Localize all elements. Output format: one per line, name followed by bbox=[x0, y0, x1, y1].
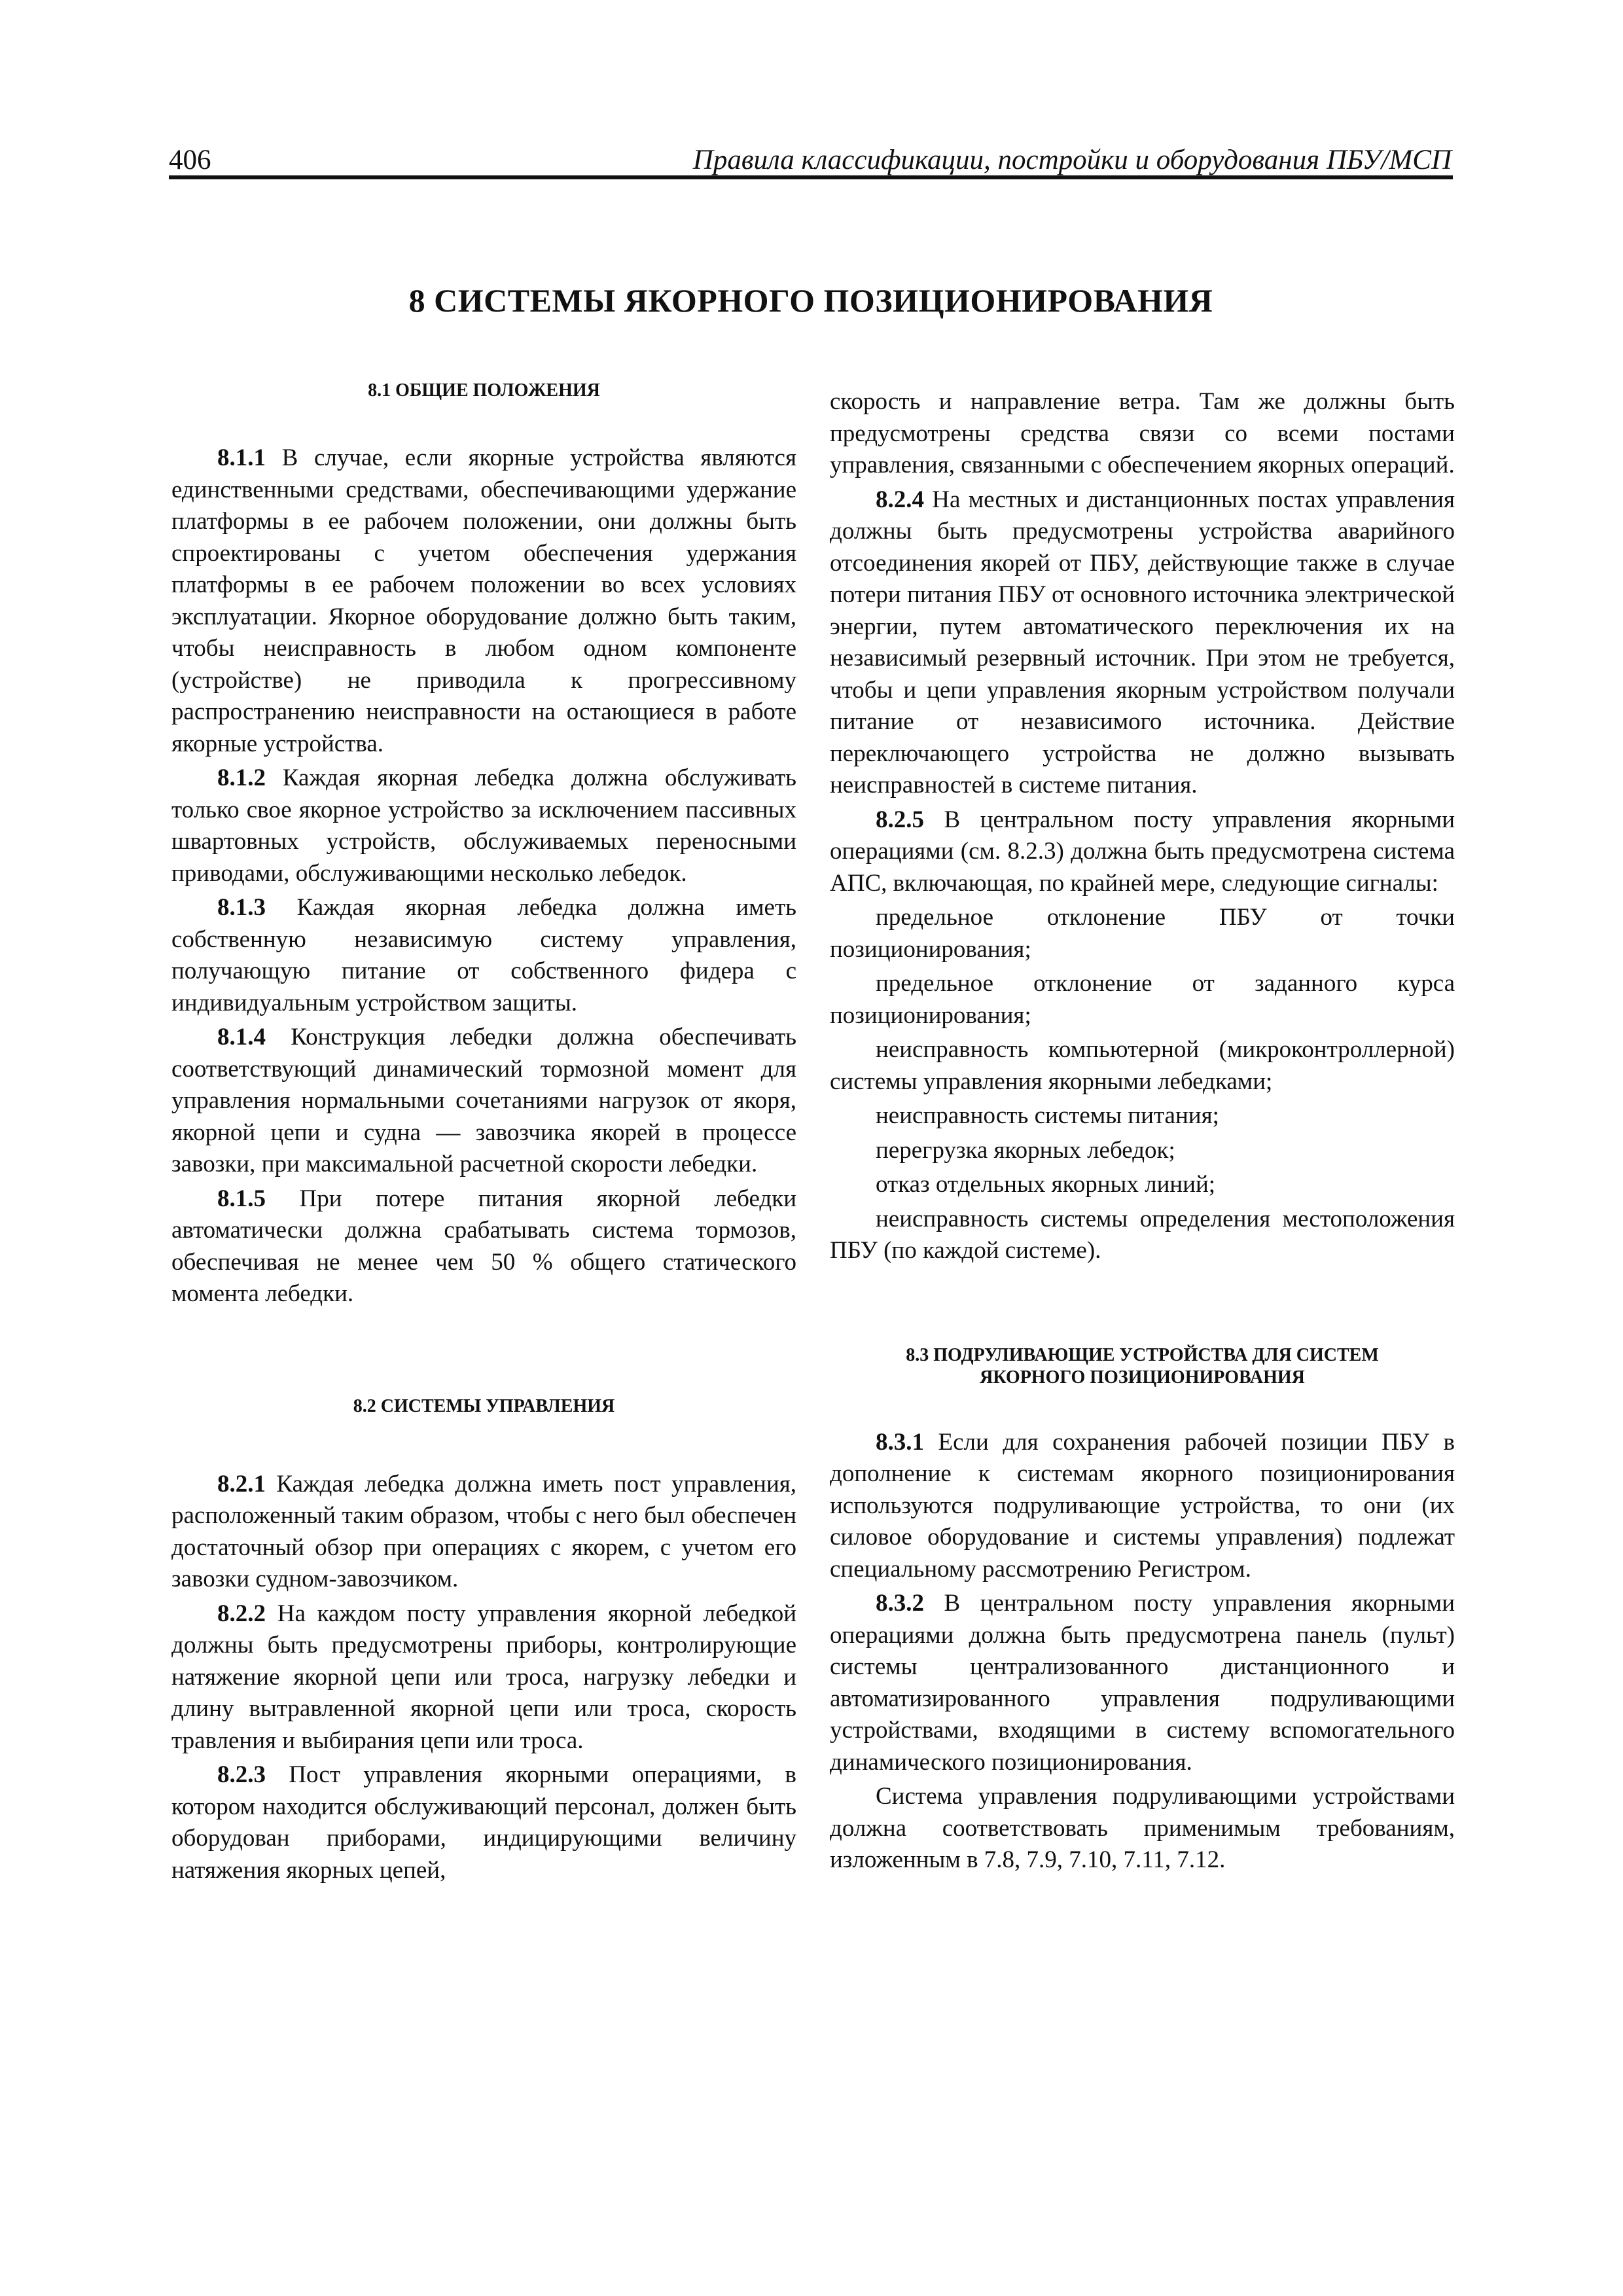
paragraph-8-2-1: 8.2.1 Каждая лебедка должна иметь пост управления, расположенный таким образом, чтобы с него был обеспечен достаточный обзор при операциях с якорем, с учетом его завозки судном-завозчиком. bbox=[171, 1470, 797, 1592]
paragraph-8-2-4: 8.2.4 На местных и дистанционных постах управления должны быть предусмотрены устройства аварийного отсоединения якорей от ПБУ, действующие также в случае потери питания ПБУ от основного источника электрической энергии, путем автоматического переключения их на независимый резервный источник. При этом не требуется, чтобы и цепи управления якорным устройством получали питание от независимого источника. Действие переключающего устройства не должно вызывать неисправностей в системе питания. bbox=[830, 486, 1455, 798]
chapter-title: 8 СИСТЕМЫ ЯКОРНОГО ПОЗИЦИОНИРОВАНИЯ bbox=[408, 282, 1213, 319]
paragraph-8-1-1: 8.1.1 В случае, если якорные устройства являются единственными средствами, обеспечивающими удержание платформы в ее рабочем положении, они должны быть спроектированы с учетом обеспечения удержания платформы в ее рабочем положении во всех условиях эксплуатации. Якорное оборудование должно быть таким, чтобы неисправность в любом одном компоненте (устройстве) не приводила к прогрессивному распространению неисправности на остающиеся в работе якорные устройства. bbox=[171, 444, 797, 757]
section-title-8-2: 8.2 СИСТЕМЫ УПРАВЛЕНИЯ bbox=[353, 1395, 615, 1416]
signal-item: неисправность системы питания; bbox=[876, 1102, 1219, 1129]
paragraph-8-3-2: 8.3.2 В центральном посту управления якорными операциями должна быть предусмотрена панель (пульт) системы централизованного дистанционного и автоматизированного управления подруливающими устройствами, входящими в систему вспомогательного динамического позиционирования. bbox=[830, 1590, 1455, 1776]
left-column bbox=[171, 380, 796, 1889]
paragraph-8-2-2: 8.2.2 На каждом посту управления якорной лебедкой должны быть предусмотрены приборы, контролирующие натяжение якорной цепи или троса, нагрузку лебедки и длину вытравленной якорной цепи или троса, скорость травления и выбирания цепи или троса. bbox=[171, 1600, 797, 1754]
page-header bbox=[169, 139, 1452, 178]
signal-item: перегрузка якорных лебедок; bbox=[876, 1136, 1175, 1164]
paragraph-8-1-5: 8.1.5 При потере питания якорной лебедки автоматически должна срабатывать система тормозов, обеспечивая не менее чем 50 % общего статического момента лебедки. bbox=[171, 1185, 797, 1307]
section-title-8-1: 8.1 ОБЩИЕ ПОЛОЖЕНИЯ bbox=[368, 380, 600, 401]
section-title-8-3 bbox=[830, 1344, 1455, 1389]
paragraph-8-1-4: 8.1.4 Конструкция лебедки должна обеспечивать соответствующий динамический тормозной момент для управления нормальными сочетаниями нагрузок от якоря, якорной цепи и судна — завозчика якорей в процессе завозки, при максимальной расчетной скорости лебедки. bbox=[171, 1024, 796, 1177]
paragraph-8-2-3-continued: скорость и направление ветра. Там же должны быть предусмотрены средства связи со всеми постами управления, связанными с обеспечением якорных операций. bbox=[830, 388, 1455, 478]
paragraph-8-3-1: 8.3.1 Если для сохранения рабочей позиции ПБУ в дополнение к системам якорного позиционирования используются подруливающие устройства, то они (их силовое оборудование и системы управления) подлежат специальному рассмотрению Регистром. bbox=[830, 1428, 1455, 1583]
right-column bbox=[830, 386, 1455, 1879]
section-title-8-3-line2: ЯКОРНОГО ПОЗИЦИОНИРОВАНИЯ bbox=[980, 1367, 1305, 1388]
signal-item: отказ отдельных якорных линий; bbox=[876, 1171, 1216, 1198]
signal-item: неисправность компьютерной (микроконтроллерной) системы управления якорными лебедками; bbox=[830, 1036, 1455, 1095]
section-title-8-3-line1: 8.3 ПОДРУЛИВАЮЩИЕ УСТРОЙСТВА ДЛЯ СИСТЕМ bbox=[906, 1344, 1379, 1365]
signal-item: неисправность системы определения местоположения ПБУ (по каждой системе). bbox=[830, 1205, 1455, 1264]
paragraph-8-1-3: 8.1.3 Каждая якорная лебедка должна иметь собственную независимую систему управления, получающую питание от собственного фидера с индивидуальным устройством защиты. bbox=[171, 894, 796, 1016]
page-number: 406 bbox=[169, 145, 211, 175]
paragraph-8-2-3: 8.2.3 Пост управления якорными операциями, в котором находится обслуживающий персонал, должен быть оборудован приборами, индицирующими величину натяжения якорных цепей, bbox=[171, 1761, 797, 1884]
header-rule bbox=[169, 175, 1453, 179]
paragraph-8-1-2: 8.1.2 Каждая якорная лебедка должна обслуживать только свое якорное устройство за исключением пассивных швартовных устройств, обслуживаемых переносными приводами, обслуживающими несколько лебедок. bbox=[171, 764, 796, 887]
paragraph-8-3-final: Система управления подруливающими устройствами должна соответствовать применимым требованиям, изложенным в 7.8, 7.9, 7.10, 7.11, 7.12. bbox=[830, 1783, 1455, 1873]
running-title: Правила классификации, постройки и оборудования ПБУ/МСП bbox=[692, 145, 1452, 175]
signal-item: предельное отклонение ПБУ от точки позиционирования; bbox=[830, 904, 1455, 963]
signal-item: предельное отклонение от заданного курса позиционирования; bbox=[830, 970, 1455, 1029]
paragraph-8-2-5: 8.2.5 В центральном посту управления якорными операциями (см. 8.2.3) должна быть предусмотрена система АПС, включающая, по крайней мере, следующие сигналы: bbox=[830, 806, 1455, 897]
